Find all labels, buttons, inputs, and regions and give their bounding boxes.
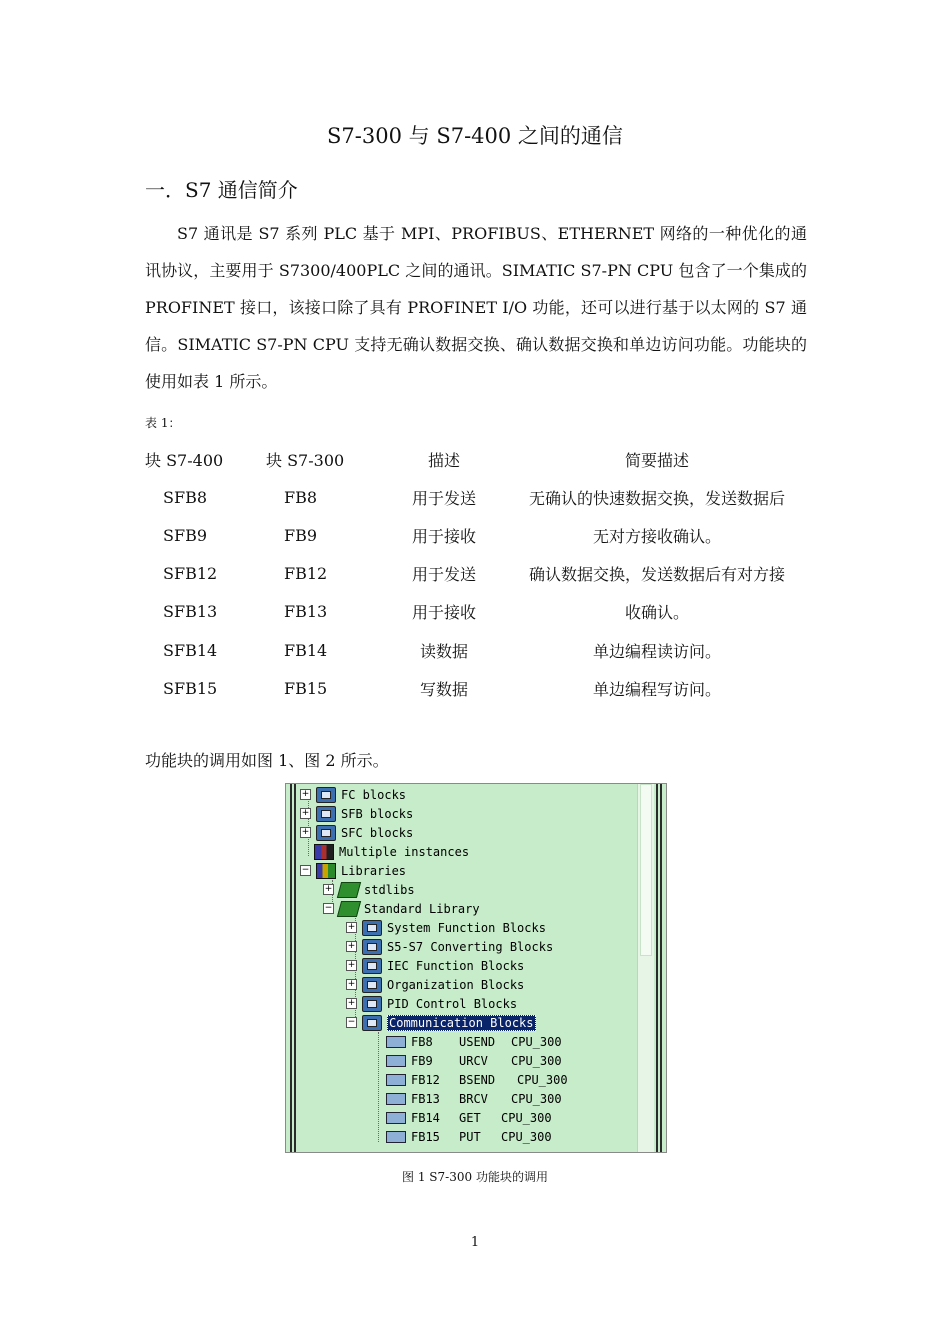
- table-cell: FB13: [284, 602, 328, 622]
- table-cell: 用于发送: [411, 565, 476, 585]
- table-cell: FB14: [284, 640, 328, 660]
- header-description: 描述: [427, 450, 460, 470]
- tree-item-iec-function-blocks[interactable]: [346, 956, 524, 975]
- folder-icon: [362, 958, 382, 974]
- expand-toggle[interactable]: +: [324, 884, 333, 894]
- document-title: S7-300 与 S7-400 之间的通信: [327, 124, 623, 148]
- folder-icon: [362, 1015, 382, 1031]
- function-block-icon: [386, 1055, 406, 1067]
- expand-toggle[interactable]: +: [301, 827, 310, 837]
- table-cell: 写数据: [419, 679, 468, 699]
- expand-toggle[interactable]: +: [347, 979, 356, 989]
- expand-toggle[interactable]: +: [347, 998, 356, 1008]
- function-block-icon: [386, 1112, 406, 1124]
- table-row: [145, 478, 810, 516]
- block-name: PUT: [459, 1129, 481, 1144]
- vertical-scrollbar[interactable]: [637, 784, 654, 1152]
- tree-item-label: stdlibs: [364, 882, 415, 897]
- tree-item-label: Standard Library: [364, 901, 480, 916]
- table-cell: 确认数据交换，发送数据后有对方接: [528, 565, 785, 585]
- figure-caption: 图 1 S7-300 功能块的调用: [402, 1170, 548, 1184]
- block-id: FB13: [411, 1091, 440, 1106]
- block-name: GET: [459, 1110, 481, 1125]
- tree-item-stdlibs[interactable]: [323, 880, 415, 899]
- function-block-icon: [386, 1131, 406, 1143]
- tree-item-label: IEC Function Blocks: [387, 958, 525, 973]
- tree-item-s5-s7-converting-blocks[interactable]: [346, 937, 553, 956]
- header-brief: 简要描述: [624, 450, 689, 470]
- table-row: [145, 669, 810, 707]
- block-row-fb14[interactable]: [386, 1108, 552, 1127]
- tree-item-label: Libraries: [341, 863, 407, 878]
- intro-paragraph: S7 通讯是 S7 系列 PLC 基于 MPI、PROFIBUS、ETHERNET 网络的一种优化的通讯协议，主要用于 S7300/400PLC 之间的通讯。SIMATIC S7-PN CPU 包含了一个集成的 PROFINET 接口，该接口除了具有 PROFINET I/O 功能，还可以进行基于以太网的 S7 通信。SIMATIC S7-PN CPU 支持无确认数据交换、确认数据交换和单边访问功能。功能块的使用如表 1 所示。: [145, 224, 807, 391]
- block-cpu: CPU_300: [511, 1053, 562, 1068]
- folder-icon: [362, 939, 382, 955]
- table-row: [145, 593, 810, 631]
- table-cell: 单边编程写访问。: [592, 679, 721, 699]
- tree-item-label: SFB blocks: [341, 806, 414, 821]
- table-header-row: [145, 440, 810, 478]
- block-name: URCV: [459, 1053, 488, 1068]
- page-number: 1: [470, 1235, 480, 1250]
- block-row-fb12[interactable]: [386, 1070, 568, 1089]
- table-cell: 单边编程读访问。: [592, 641, 721, 661]
- expand-toggle[interactable]: +: [301, 789, 310, 799]
- tree-item-label: Multiple instances: [339, 844, 470, 859]
- tree-screenshot: [285, 783, 667, 1153]
- table-cell: 无确认的快速数据交换，发送数据后: [528, 488, 785, 508]
- table-cell: 用于接收: [411, 526, 476, 546]
- book-icon: [337, 901, 361, 917]
- table-cell: FB12: [284, 564, 328, 584]
- folder-icon: [362, 977, 382, 993]
- table-cell: SFB14: [163, 640, 218, 660]
- folder-icon: [362, 920, 382, 936]
- block-name: USEND: [459, 1034, 496, 1049]
- book-icon: [337, 882, 361, 898]
- folder-icon: [362, 996, 382, 1012]
- block-cpu: CPU_300: [501, 1110, 552, 1125]
- tree-item-multiple-instances[interactable]: [314, 842, 469, 861]
- block-row-fb13[interactable]: [386, 1089, 562, 1108]
- table-cell: SFB12: [163, 564, 218, 584]
- table-cell: SFB13: [163, 602, 218, 622]
- table-cell: 收确认。: [624, 603, 689, 623]
- table-cell: 用于发送: [411, 488, 476, 508]
- expand-toggle[interactable]: +: [301, 808, 310, 818]
- block-cpu: CPU_300: [511, 1034, 562, 1049]
- frame-line: [656, 784, 658, 1152]
- section-heading: 一．S7 通信简介: [145, 178, 298, 202]
- collapse-toggle[interactable]: −: [347, 1017, 356, 1027]
- frame-line: [660, 784, 662, 1152]
- function-block-table: [145, 440, 810, 707]
- tree-item-label: Organization Blocks: [387, 977, 525, 992]
- table-cell: 无对方接收确认。: [592, 526, 721, 546]
- table-cell: FB9: [284, 525, 318, 545]
- frame-line: [290, 784, 292, 1152]
- figure-intro-paragraph: 功能块的调用如图 1、图 2 所示。: [145, 751, 389, 770]
- block-row-fb8[interactable]: [386, 1032, 562, 1051]
- multiple-instances-icon: [314, 844, 334, 860]
- collapse-toggle[interactable]: −: [324, 903, 333, 913]
- block-name: BSEND: [459, 1072, 496, 1087]
- header-s7-300: 块 S7-300: [266, 450, 345, 470]
- table-cell: FB15: [284, 678, 328, 698]
- frame-line: [294, 784, 296, 1152]
- block-id: FB15: [411, 1129, 440, 1144]
- tree-item-label: FC blocks: [341, 787, 407, 802]
- tree-item-standard-library[interactable]: [323, 899, 480, 918]
- tree-item-fc-blocks[interactable]: [300, 785, 406, 804]
- block-row-fb15[interactable]: [386, 1127, 552, 1146]
- expand-toggle[interactable]: +: [347, 922, 356, 932]
- library-icon: [316, 863, 336, 879]
- block-id: FB8: [411, 1034, 433, 1049]
- tree-item-libraries[interactable]: [300, 861, 406, 880]
- tree-item-label: S5-S7 Converting Blocks: [387, 939, 554, 954]
- block-id: FB14: [411, 1110, 440, 1125]
- expand-toggle[interactable]: +: [347, 960, 356, 970]
- tree-item-label: SFC blocks: [341, 825, 414, 840]
- folder-icon: [316, 825, 336, 841]
- tree-item-label: PID Control Blocks: [387, 996, 518, 1011]
- block-cpu: CPU_300: [501, 1129, 552, 1144]
- table-caption: 表 1：: [145, 416, 181, 430]
- block-cpu: CPU_300: [517, 1072, 568, 1087]
- table-cell: SFB8: [163, 487, 207, 507]
- table-row: [145, 516, 810, 554]
- folder-icon: [316, 787, 336, 803]
- block-id: FB12: [411, 1072, 440, 1087]
- tree-item-communication-blocks[interactable]: [346, 1013, 536, 1032]
- scrollbar-thumb[interactable]: [640, 784, 652, 956]
- function-block-icon: [386, 1036, 406, 1048]
- table-cell: SFB15: [163, 678, 218, 698]
- table-row: [145, 631, 810, 669]
- block-name: BRCV: [459, 1091, 488, 1106]
- block-row-fb9[interactable]: [386, 1051, 562, 1070]
- tree-item-sfc-blocks[interactable]: [300, 823, 413, 842]
- table-cell: 用于接收: [411, 603, 476, 623]
- block-cpu: CPU_300: [511, 1091, 562, 1106]
- selected-tree-item-label: Communication Blocks: [389, 1015, 534, 1030]
- tree-item-sfb-blocks[interactable]: [300, 804, 413, 823]
- tree-item-label: System Function Blocks: [387, 920, 546, 935]
- tree-item-pid-control-blocks[interactable]: [346, 994, 517, 1013]
- tree-guide: [378, 1032, 379, 1142]
- tree-item-organization-blocks[interactable]: [346, 975, 524, 994]
- folder-icon: [316, 806, 336, 822]
- function-block-icon: [386, 1093, 406, 1105]
- table-cell: 读数据: [419, 641, 468, 661]
- header-s7-400: 块 S7-400: [145, 450, 224, 470]
- function-block-icon: [386, 1074, 406, 1086]
- table-cell: SFB9: [163, 525, 207, 545]
- tree-item-system-function-blocks[interactable]: [346, 918, 546, 937]
- table-cell: FB8: [284, 487, 318, 507]
- block-id: FB9: [411, 1053, 433, 1068]
- collapse-toggle[interactable]: −: [301, 865, 310, 875]
- expand-toggle[interactable]: +: [347, 941, 356, 951]
- table-row: [145, 555, 810, 593]
